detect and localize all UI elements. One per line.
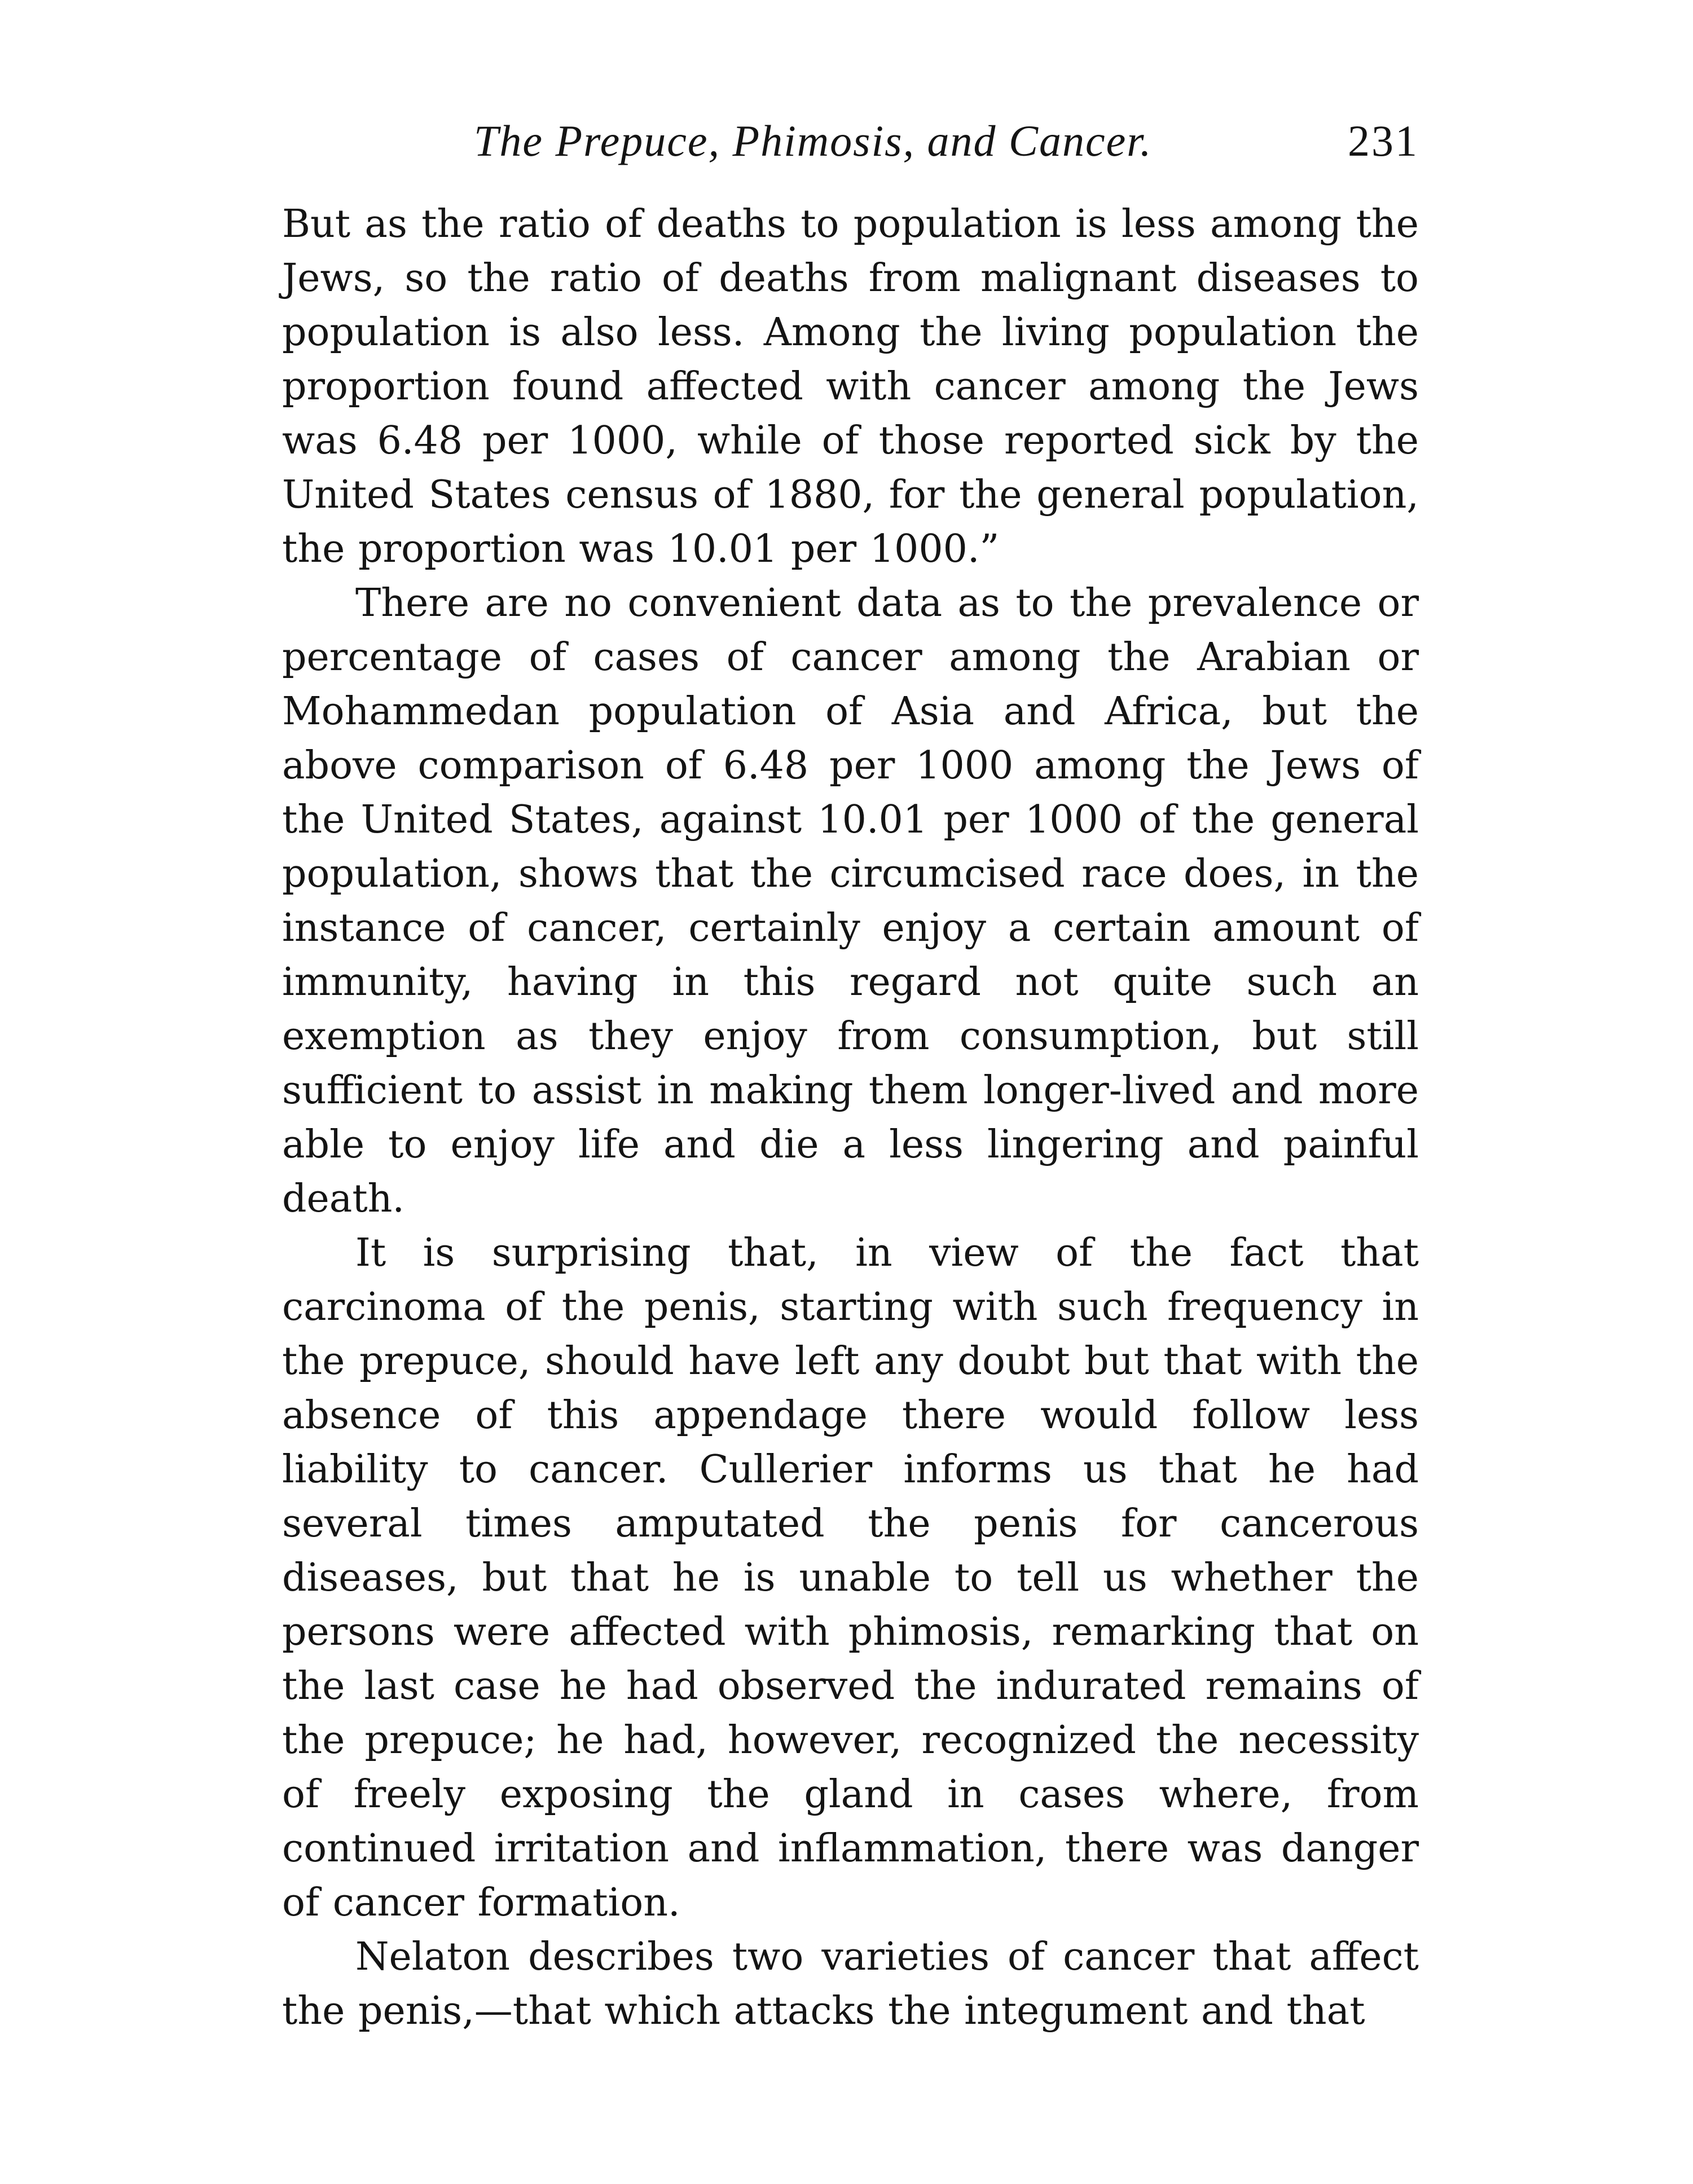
page-number: 231 bbox=[1348, 116, 1419, 165]
running-head bbox=[282, 110, 1419, 172]
running-title: The Prepuce, Phimosis, and Cancer. bbox=[474, 116, 1153, 165]
paragraph-nelaton: Nelaton describes two varieties of cancer that affect the penis,—that which attacks the integument and that bbox=[282, 1935, 1419, 2033]
paragraph-continued: But as the ratio of deaths to population is less among the Jews, so the ratio of deaths from malignant diseases to population is also less. Among the living population the proportion found affected with cancer among the Jews was 6.48 per 1000, while of those reported sick by the United States census of 1880, for the general population, the proportion was 10.01 per 1000.” bbox=[282, 202, 1419, 571]
paragraph-arabian-comparison: There are no convenient data as to the prevalence or percentage of cases of cancer among the Arabian or Mohammedan population of Asia and Africa, but the above comparison of 6.48 per 1000 among the Jews of the United States, against 10.01 per 1000 of the general population, shows that the circumcised race does, in the instance of cancer, certainly enjoy a certain amount of immunity, having in this regard not quite such an exemption as they enjoy from consumption, but still sufficient to assist in making them longer-lived and more able to enjoy life and die a less lingering and painful death. bbox=[282, 581, 1419, 1221]
paragraph-cullerier: It is surprising that, in view of the fact that carcinoma of the penis, starting with such frequency in the prepuce, should have left any doubt but that with the absence of this appendage there would follow less liability to cancer. Cullerier informs us that he had several times amputated the penis for cancerous diseases, but that he is unable to tell us whether the persons were affected with phimosis, remarking that on the last case he had observed the indurated remains of the prepuce; he had, however, recognized the necessity of freely exposing the gland in cases where, from continued irritation and inflammation, there was danger of cancer formation. bbox=[282, 1231, 1419, 1925]
body-text bbox=[282, 197, 1419, 2038]
